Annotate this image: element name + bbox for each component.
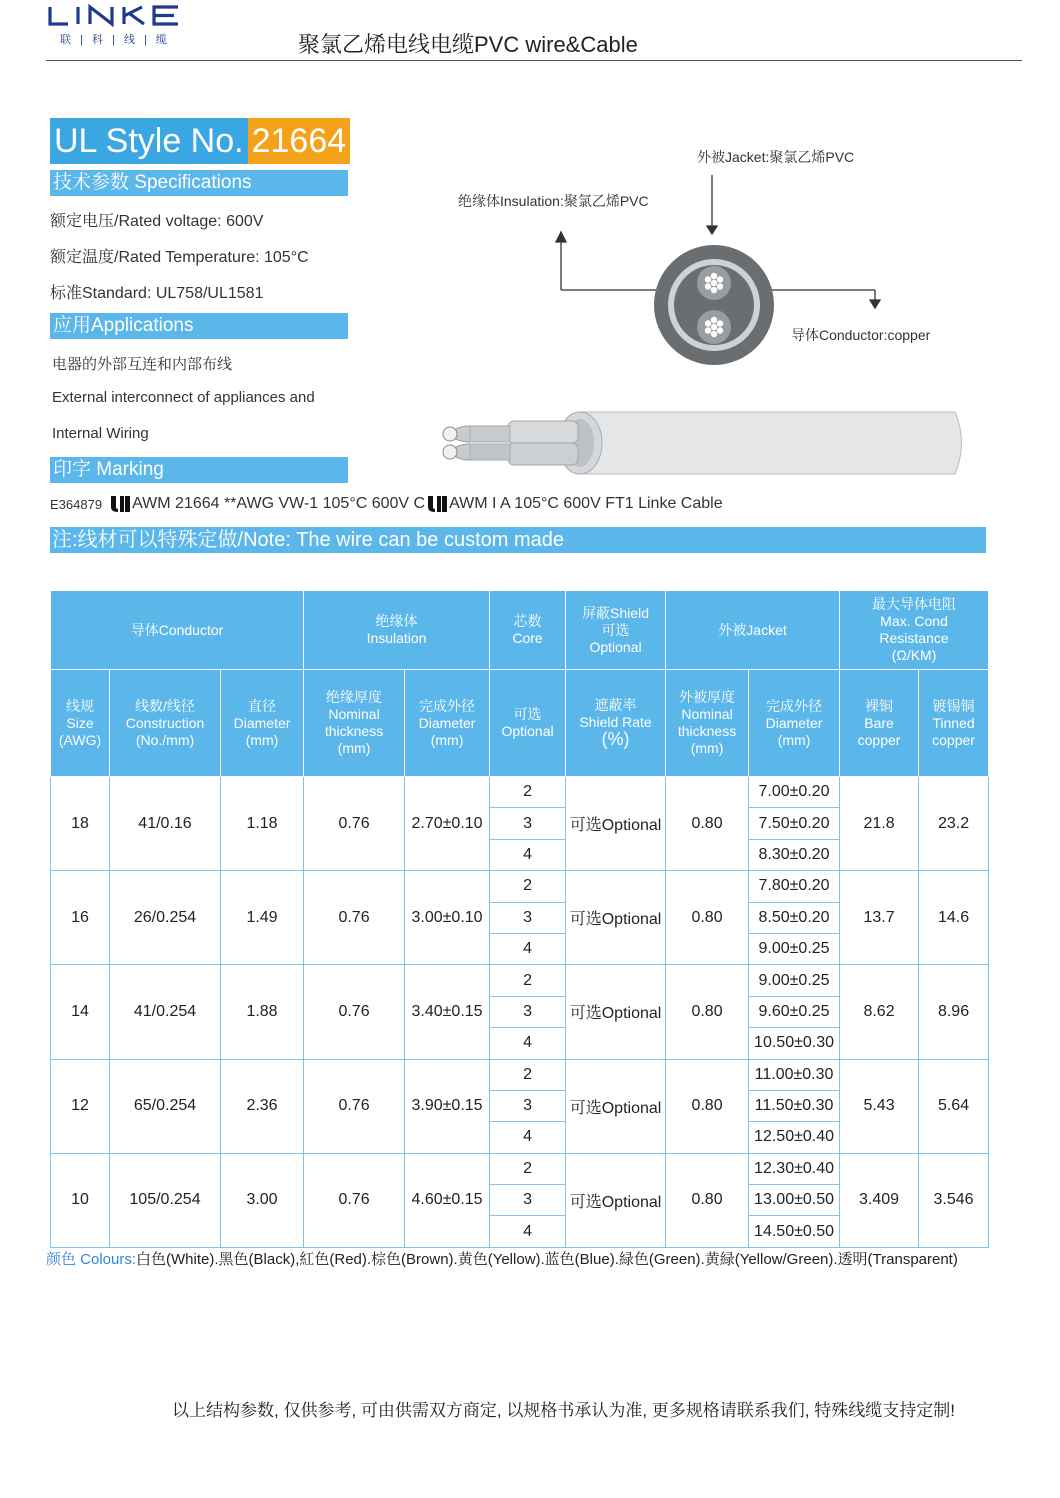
- cell-shield: 可选Optional: [566, 871, 666, 965]
- table-row: [51, 1153, 989, 1184]
- cell-construction: 65/0.254: [110, 1059, 221, 1153]
- cell-jacket-thickness: 0.80: [666, 871, 749, 965]
- cell-jacket-diameter: 9.60±0.25: [749, 996, 840, 1027]
- cell-jacket-diameter: 9.00±0.25: [749, 965, 840, 996]
- ul-recognized-icon: [109, 495, 131, 513]
- ul-style-label: UL Style No.: [50, 118, 248, 164]
- ul-recognized-icon: [426, 495, 448, 513]
- header-insulation: 绝缘体 Insulation: [304, 591, 490, 670]
- cell-tinned-copper: 3.546: [919, 1153, 989, 1247]
- header-divider: [46, 60, 1022, 61]
- colours-line: [46, 1248, 958, 1269]
- cell-core: 3: [490, 996, 566, 1027]
- cell-tinned-copper: 14.6: [919, 871, 989, 965]
- cell-core: 2: [490, 1153, 566, 1184]
- cell-size: 16: [51, 871, 110, 965]
- cell-core: 3: [490, 1185, 566, 1216]
- cell-jacket-diameter: 12.30±0.40: [749, 1153, 840, 1184]
- cell-ins-thickness: 0.76: [304, 777, 405, 871]
- cell-diameter: 1.49: [221, 871, 304, 965]
- cell-construction: 41/0.254: [110, 965, 221, 1059]
- cell-core: 2: [490, 1059, 566, 1090]
- spec-table-body: [51, 777, 989, 1248]
- cell-core: 2: [490, 965, 566, 996]
- cell-jacket-diameter: 9.00±0.25: [749, 933, 840, 964]
- cell-shield: 可选Optional: [566, 965, 666, 1059]
- spec-table: [50, 590, 989, 1248]
- cell-jacket-thickness: 0.80: [666, 777, 749, 871]
- specifications-heading: 技术参数 Specifications: [50, 170, 348, 196]
- cell-jacket-diameter: 7.00±0.20: [749, 777, 840, 808]
- cell-core: 3: [490, 1090, 566, 1121]
- cell-jacket-diameter: 13.00±0.50: [749, 1185, 840, 1216]
- cell-ins-diameter: 2.70±0.10: [405, 777, 490, 871]
- page-title: 聚氯乙烯电线电缆PVC wire&Cable: [298, 32, 638, 57]
- header-core: 芯数 Core: [490, 591, 566, 670]
- cell-bare-copper: 3.409: [840, 1153, 919, 1247]
- header-core-optional: 可选 Optional: [490, 670, 566, 777]
- table-row: [51, 1059, 989, 1090]
- marking-code: E364879: [50, 496, 103, 512]
- application-line-2: External interconnect of appliances and: [52, 389, 315, 406]
- cell-construction: 41/0.16: [110, 777, 221, 871]
- cell-shield: 可选Optional: [566, 1059, 666, 1153]
- cell-bare-copper: 8.62: [840, 965, 919, 1059]
- cell-jacket-diameter: 8.50±0.20: [749, 902, 840, 933]
- header-shield: 屏蔽Shield 可选 Optional: [566, 591, 666, 670]
- ul-style-number: 21664: [248, 118, 351, 164]
- rated-voltage: 额定电压/Rated voltage: 600V: [50, 213, 264, 230]
- cell-diameter: 1.18: [221, 777, 304, 871]
- cell-core: 4: [490, 933, 566, 964]
- table-row: [51, 871, 989, 902]
- cell-ins-diameter: 3.00±0.10: [405, 871, 490, 965]
- cell-ins-diameter: 3.90±0.15: [405, 1059, 490, 1153]
- header-jacket-diameter: 完成外径 Diameter (mm): [749, 670, 840, 777]
- table-row: [51, 965, 989, 996]
- cell-diameter: 1.88: [221, 965, 304, 1059]
- cell-jacket-diameter: 11.00±0.30: [749, 1059, 840, 1090]
- cell-diameter: 3.00: [221, 1153, 304, 1247]
- cell-jacket-diameter: 12.50±0.40: [749, 1122, 840, 1153]
- colours-label: 颜色 Colours:: [46, 1251, 137, 1268]
- header-construction: 线数/线径 Construction (No./mm): [110, 670, 221, 777]
- header-size: 线规 Size (AWG): [51, 670, 110, 777]
- linke-logo: [46, 4, 206, 46]
- footer-note: 以上结构参数, 仅供参考, 可由供需双方商定, 以规格书承认为准, 更多规格请联系我们, 特殊线缆支持定制!: [172, 1401, 955, 1420]
- colours-list: 白色(White).黑色(Black),紅色(Red).棕色(Brown).黄色(Yellow).蓝色(Blue).緑色(Green).黄緑(Yellow/Green).透明(Transparent): [136, 1251, 958, 1268]
- cable-diagram: [430, 130, 990, 490]
- cell-jacket-thickness: 0.80: [666, 1153, 749, 1247]
- rated-temperature: 额定温度/Rated Temperature: 105°C: [50, 249, 309, 266]
- cell-size: 10: [51, 1153, 110, 1247]
- marking-part-2: AWM I A 105°C 600V FT1 Linke Cable: [449, 495, 723, 512]
- cell-core: 3: [490, 902, 566, 933]
- cell-core: 2: [490, 871, 566, 902]
- cell-jacket-diameter: 8.30±0.20: [749, 839, 840, 870]
- cell-size: 18: [51, 777, 110, 871]
- cell-construction: 26/0.254: [110, 871, 221, 965]
- insulation-label: 绝缘体Insulation:聚氯乙烯PVC: [458, 193, 649, 209]
- cable-diagram-drawing: [430, 130, 990, 490]
- header-conductor: 导体Conductor: [51, 591, 304, 670]
- cell-jacket-diameter: 11.50±0.30: [749, 1090, 840, 1121]
- arrow-down-icon: [870, 300, 880, 308]
- header-diameter: 直径 Diameter (mm): [221, 670, 304, 777]
- cell-jacket-thickness: 0.80: [666, 965, 749, 1059]
- header-ins-diameter: 完成外径 Diameter (mm): [405, 670, 490, 777]
- cell-size: 14: [51, 965, 110, 1059]
- header-resistance: 最大导体电阻 Max. Cond Resistance (Ω/KM): [840, 591, 989, 670]
- linke-logo-mark: [46, 4, 206, 30]
- cell-ins-diameter: 3.40±0.15: [405, 965, 490, 1059]
- cell-jacket-diameter: 10.50±0.30: [749, 1028, 840, 1059]
- cell-ins-thickness: 0.76: [304, 871, 405, 965]
- standard: 标准Standard: UL758/UL1581: [50, 285, 264, 302]
- marking-part-1: AWM 21664 **AWG VW-1 105°C 600V C: [132, 495, 426, 512]
- cell-core: 3: [490, 808, 566, 839]
- cell-diameter: 2.36: [221, 1059, 304, 1153]
- application-line-3: Internal Wiring: [52, 425, 149, 442]
- cell-core: 4: [490, 1216, 566, 1247]
- jacket-label: 外被Jacket:聚氯乙烯PVC: [697, 149, 855, 165]
- arrow-up-icon: [556, 232, 566, 242]
- cell-size: 12: [51, 1059, 110, 1153]
- cell-core: 4: [490, 1028, 566, 1059]
- cell-core: 2: [490, 777, 566, 808]
- cell-tinned-copper: 23.2: [919, 777, 989, 871]
- cell-ins-thickness: 0.76: [304, 1059, 405, 1153]
- cell-shield: 可选Optional: [566, 777, 666, 871]
- table-row: [51, 777, 989, 808]
- cell-jacket-diameter: 7.50±0.20: [749, 808, 840, 839]
- cell-bare-copper: 21.8: [840, 777, 919, 871]
- cell-shield: 可选Optional: [566, 1153, 666, 1247]
- header-bare-copper: 裸铜 Bare copper: [840, 670, 919, 777]
- conductor-label: 导体Conductor:copper: [791, 327, 931, 343]
- cell-construction: 105/0.254: [110, 1153, 221, 1247]
- cell-ins-thickness: 0.76: [304, 1153, 405, 1247]
- header-jacket-thickness: 外被厚度 Nominal thickness (mm): [666, 670, 749, 777]
- logo-subtitle: 联 | 科 | 线 | 缆: [60, 34, 170, 46]
- marking-heading: 印字 Marking: [50, 457, 348, 483]
- applications-heading: 应用Applications: [50, 313, 348, 339]
- cell-jacket-diameter: 14.50±0.50: [749, 1216, 840, 1247]
- cell-ins-diameter: 4.60±0.15: [405, 1153, 490, 1247]
- cell-core: 4: [490, 839, 566, 870]
- cell-tinned-copper: 5.64: [919, 1059, 989, 1153]
- cell-jacket-diameter: 7.80±0.20: [749, 871, 840, 902]
- cell-ins-thickness: 0.76: [304, 965, 405, 1059]
- marking-text: [50, 495, 723, 513]
- cell-jacket-thickness: 0.80: [666, 1059, 749, 1153]
- cell-bare-copper: 13.7: [840, 871, 919, 965]
- header-shield-rate: 遮蔽率 Shield Rate (%): [566, 670, 666, 777]
- custom-note: 注:线材可以特殊定做/Note: The wire can be custom made: [50, 527, 986, 553]
- header-tinned-copper: 镀锡铜 Tinned copper: [919, 670, 989, 777]
- arrow-down-icon: [707, 226, 717, 234]
- cell-core: 4: [490, 1122, 566, 1153]
- cell-tinned-copper: 8.96: [919, 965, 989, 1059]
- header-ins-thickness: 绝缘厚度 Nominal thickness (mm): [304, 670, 405, 777]
- header-jacket: 外被Jacket: [666, 591, 840, 670]
- cell-bare-copper: 5.43: [840, 1059, 919, 1153]
- application-line-1: 电器的外部互连和内部布线: [52, 356, 233, 373]
- ul-style-title: [50, 118, 350, 164]
